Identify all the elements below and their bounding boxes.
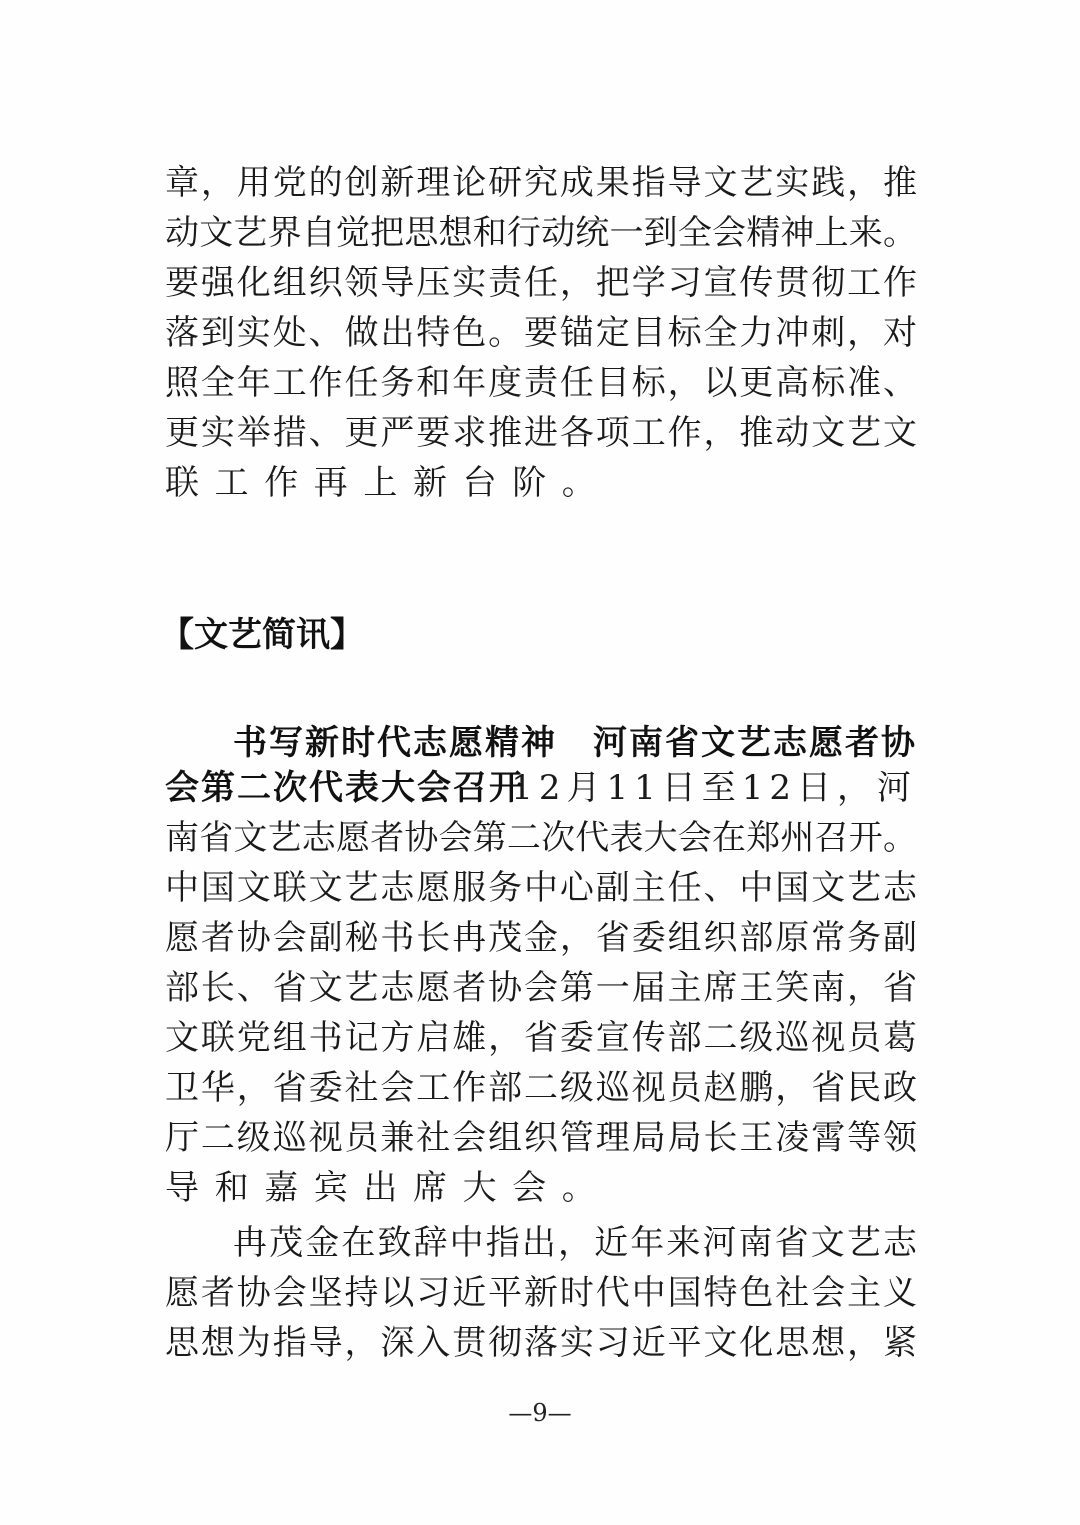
text-line: 中国文联文艺志愿服务中心副主任、中国文艺志 [165, 868, 917, 908]
text-line: 动文艺界自觉把思想和行动统一到全会精神上来。 [165, 213, 917, 253]
page-number: —9— [508, 1399, 572, 1427]
news-title-line-1: 书写新时代志愿精神 河南省文艺志愿者协 [233, 723, 917, 763]
text-line: 联工作再上新台阶。 [165, 463, 612, 503]
text-line: 南省文艺志愿者协会第二次代表大会在郑州召开。 [165, 818, 917, 858]
text-line: 更实举措、更严要求推进各项工作，推动文艺文 [165, 413, 917, 453]
news-title-line-2-container [165, 763, 917, 813]
text-line: 部长、省文艺志愿者协会第一届主席王笑南，省 [165, 968, 917, 1008]
section-heading: 【文艺简讯】 [160, 615, 364, 655]
text-line: 章，用党的创新理论研究成果指导文艺实践，推 [165, 163, 917, 203]
text-line: 导和嘉宾出席大会。 [165, 1168, 612, 1208]
text-line: 文联党组书记方启雄，省委宣传部二级巡视员葛 [165, 1018, 917, 1058]
text-line: 落到实处、做出特色。要锚定目标全力冲刺，对 [165, 313, 917, 353]
news-title-line-2: 会第二次代表大会召开 [165, 768, 525, 808]
text-line: 卫华，省委社会工作部二级巡视员赵鹏，省民政 [165, 1068, 917, 1108]
text-line: 照全年工作任务和年度责任目标，以更高标准、 [165, 363, 917, 403]
text-line: 厅二级巡视员兼社会组织管理局局长王凌霄等领 [165, 1118, 917, 1158]
text-line: 要强化组织领导压实责任，把学习宣传贯彻工作 [165, 263, 917, 303]
text-line: 思想为指导，深入贯彻落实习近平文化思想，紧 [165, 1323, 917, 1363]
text-line: 愿者协会副秘书长冉茂金，省委组织部原常务副 [165, 918, 917, 958]
text-line: 冉茂金在致辞中指出，近年来河南省文艺志 [233, 1223, 917, 1263]
text-line: 愿者协会坚持以习近平新时代中国特色社会主义 [165, 1273, 917, 1313]
news-date-text: 12月11日至12日，河 [511, 768, 917, 808]
